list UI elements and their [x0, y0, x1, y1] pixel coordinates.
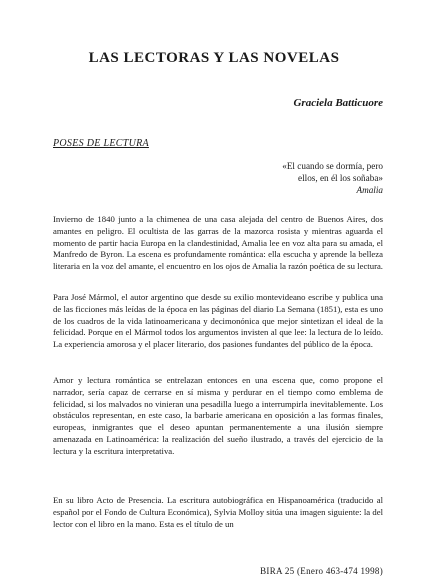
paragraph-1: Invierno de 1840 junto a la chimenea de una casa alejada del centro de Buenos Aires, dos amantes en peligro. El ocultista de las garras de la mazorca rosista y mientras aguarda el momento de partir hacia Europa en la clandestinidad, Amalia lee en voz alta para su amada, el Manfredo de Byron. La escena es profundamente romántica: ella escucha y aprende la belleza literaria en la voz del amante, el encuentro en los ojos de Amalia la razón poética de su lectura. — [53, 214, 383, 272]
paragraph-2: Para José Mármol, el autor argentino que desde su exilio montevideano escribe y publica una de las ficciones más leídas de la época en las páginas del diario La Semana (1851), esta es uno de los cuadros de la vida latinoamericana y decimonónica que mejor sintetizan el ideal de la felicidad. Porque en el Mármol todos los argumentos invisten al que lee: la lectura de lo leído. La experiencia amorosa y el placer literario, dos pasiones fundantes del público de la época. — [53, 292, 383, 350]
epigraph-line: «El cuando se dormía, pero — [282, 161, 383, 171]
author-name: Graciela Batticuore — [293, 97, 383, 109]
epigraph-line: ellos, en él los soñaba» — [298, 173, 383, 183]
epigraph — [213, 160, 383, 196]
paragraph-4: En su libro Acto de Presencia. La escritura autobiográfica en Hispanoamérica (traducido al español por el Fondo de Cultura Económica), Sylvia Molloy sitúa una imagen siguiente: la del lector con el libro en la mano. Esta es el título de un — [53, 495, 383, 529]
section-heading: POSES DE LECTURA — [53, 138, 149, 149]
paragraph-3: Amor y lectura romántica se entrelazan entonces en una escena que, como propone el narrador, sería capaz de cerrarse en sí misma y perdurar en el tiempo como emblema de felicidad, si los malvados no vinieran una pesadilla luego a interrumpirla inevitablemente. Los obstáculos representan, en este caso, la barbarie americana en oposición a las formas finales, europeas, inmigrantes que el deseo apuntan permanentemente a una ilusión siempre amenazada en Latinoamérica: la realización del sueño ilustrado, a través del ejercicio de la lectura y la escritura interpretativa. — [53, 375, 383, 456]
epigraph-source: Amalia — [356, 185, 383, 195]
page-footer: BIRA 25 (Enero 463-474 1998) — [260, 566, 383, 576]
article-title: LAS LECTORAS Y LAS NOVELAS — [88, 50, 340, 66]
